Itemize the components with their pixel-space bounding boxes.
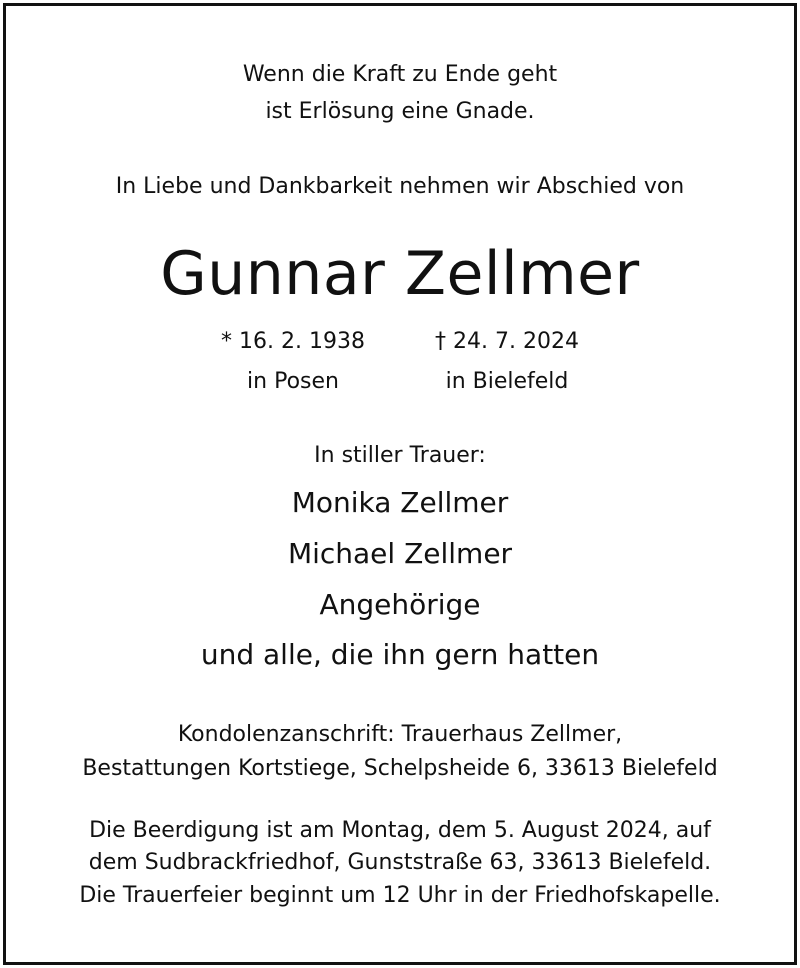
birth-date: * 16. 2. 1938 (221, 329, 365, 354)
mourners-heading: In stiller Trauer: (314, 443, 486, 468)
mourner-name: Michael Zellmer (287, 537, 513, 570)
condolence-address-line-1: Kondolenzanschrift: Trauerhaus Zellmer, (177, 722, 623, 747)
motto-line-2: ist Erlösung eine Gnade. (265, 99, 535, 124)
mourner-name: und alle, die ihn gern hatten (200, 638, 600, 671)
funeral-info-line-3: Die Trauerfeier beginnt um 12 Uhr in der Friedhofskapelle. (79, 883, 721, 908)
mourner-name: Monika Zellmer (291, 486, 509, 519)
intro-text: In Liebe und Dankbarkeit nehmen wir Abschied von (115, 174, 685, 199)
death-place: in Bielefeld (445, 369, 569, 394)
mourner-name: Angehörige (319, 588, 481, 621)
death-date: † 24. 7. 2024 (435, 329, 579, 354)
funeral-info-line-1: Die Beerdigung ist am Montag, dem 5. August 2024, auf (89, 818, 711, 843)
condolence-address-line-2: Bestattungen Kortstiege, Schelpsheide 6, 33613 Bielefeld (82, 756, 718, 781)
motto-line-1: Wenn die Kraft zu Ende geht (242, 62, 558, 87)
funeral-info-line-2: dem Sudbrackfriedhof, Gunststraße 63, 33613 Bielefeld. (88, 850, 712, 875)
birth-place: in Posen (247, 369, 339, 394)
deceased-name: Gunnar Zellmer (160, 239, 640, 309)
